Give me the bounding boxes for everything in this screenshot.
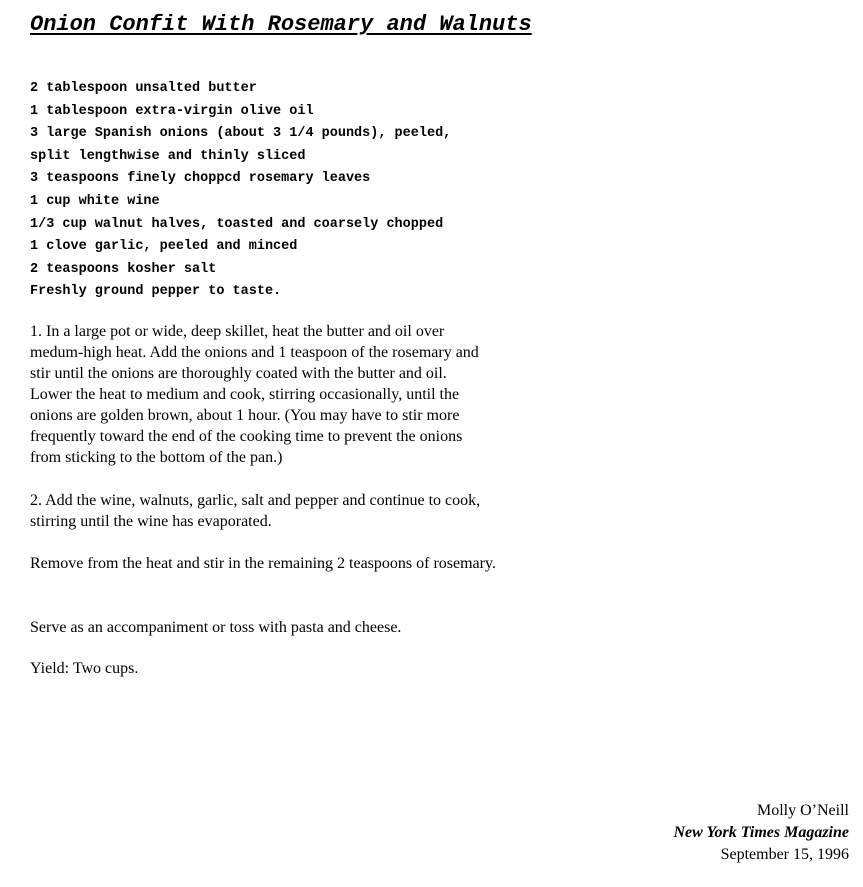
instruction-remove: Remove from the heat and stir in the remaining 2 teaspoons of rosemary. — [30, 555, 496, 572]
instruction-line: from sticking to the bottom of the pan.) — [30, 449, 283, 466]
ingredient-item: 3 teaspoons finely choppcd rosemary leaves — [30, 171, 371, 187]
ingredient-item: 1 cup white wine — [30, 193, 160, 209]
ingredient-item: 1 clove garlic, peeled and minced — [30, 239, 298, 255]
yield-note: Yield: Two cups. — [30, 660, 139, 677]
serving-note: Serve as an accompaniment or toss with pasta and cheese. — [30, 619, 402, 636]
ingredient-item: 3 large Spanish onions (about 3 1/4 pounds), peeled, — [30, 126, 452, 142]
instruction-step-2 — [30, 490, 480, 532]
credit-block — [673, 800, 849, 866]
instruction-line: onions are golden brown, about 1 hour. (You may have to stir more — [30, 407, 460, 424]
ingredient-item: 1/3 cup walnut halves, toasted and coarsely chopped — [30, 216, 444, 232]
ingredient-item: Freshly ground pepper to taste. — [30, 284, 282, 300]
ingredient-list — [30, 78, 451, 304]
ingredient-item: split lengthwise and thinly sliced — [30, 148, 306, 164]
ingredient-item: 2 teaspoons kosher salt — [30, 261, 217, 277]
ingredient-item: 1 tablespoon extra-virgin olive oil — [30, 103, 314, 119]
publication-name: New York Times Magazine — [673, 824, 849, 841]
instruction-line: medum-high heat. Add the onions and 1 teaspoon of the rosemary and — [30, 344, 479, 361]
instruction-line: frequently toward the end of the cooking time to prevent the onions — [30, 428, 463, 445]
instruction-line: 2. Add the wine, walnuts, garlic, salt and pepper and continue to cook, — [30, 492, 481, 509]
instruction-line: 1. In a large pot or wide, deep skillet, heat the butter and oil over — [30, 323, 445, 340]
instruction-step-1 — [30, 321, 479, 468]
recipe-title: Onion Confit With Rosemary and Walnuts — [30, 12, 532, 37]
author-name: Molly O’Neill — [757, 802, 849, 819]
instruction-line: stir until the onions are thoroughly coated with the butter and oil. — [30, 365, 447, 382]
instruction-line: Lower the heat to medium and cook, stirring occasionally, until the — [30, 386, 460, 403]
ingredient-item: 2 tablespoon unsalted butter — [30, 81, 257, 96]
instruction-line: stirring until the wine has evaporated. — [30, 513, 272, 530]
publication-date: September 15, 1996 — [720, 846, 849, 863]
